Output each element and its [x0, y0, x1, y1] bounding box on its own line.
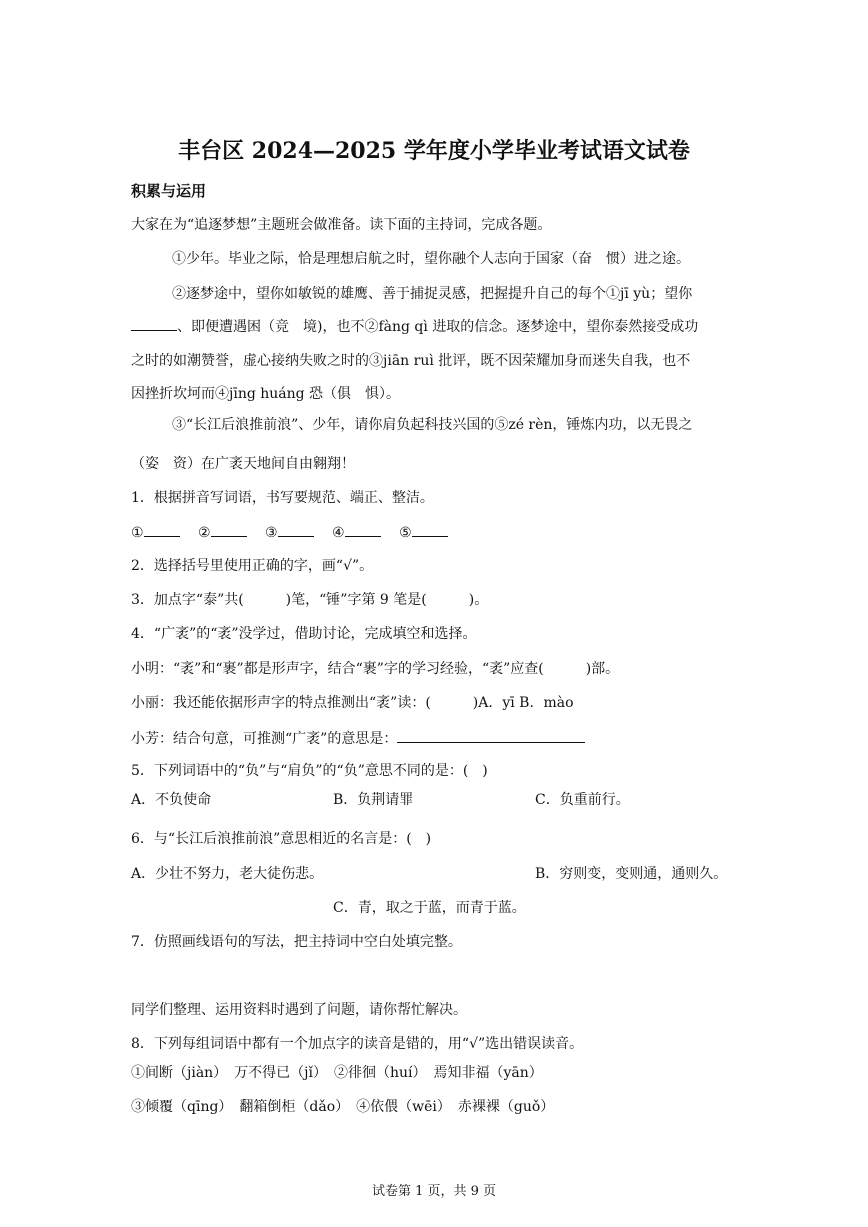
section-heading: 积累与运用: [131, 182, 207, 200]
passage-line-7: （姿 资）在广袤天地间自由翱翔！: [131, 456, 355, 472]
passage-line-4: 之时的如潮赞誉，虚心接纳失败之时的③jiān ruì 批评，既不因荣耀加身而迷失自我，也不: [131, 353, 691, 369]
question-4: 4．“广袤”的“袤”没学过，借助讨论，完成填空和选择。: [131, 626, 477, 642]
passage-line-2: ②逐梦途中，望你如敏锐的雄鹰、善于捕捉灵感，把握提升自己的每个①jī yù；望你: [172, 286, 693, 302]
q6-option-b[interactable]: B．穷则变，变则通，通则久。: [535, 866, 728, 882]
question-6: 6．与“长江后浪推前浪”意思相近的名言是：( ): [131, 831, 432, 847]
q4-answer-line[interactable]: [397, 728, 585, 743]
q5-option-a[interactable]: A．不负使命: [131, 792, 212, 808]
passage-blank[interactable]: [131, 316, 177, 331]
q4-xiaoli: 小丽：我还能依据形声字的特点推测出“袤”读：( )A．yī B．mào: [131, 695, 574, 711]
q1-blank-4[interactable]: [345, 522, 381, 537]
q1-blank-3[interactable]: [278, 522, 314, 537]
page-title: 丰台区 2024—2025 学年度小学毕业考试语文试卷: [178, 138, 690, 164]
question-1: 1．根据拼音写词语，书写要规范、端正、整洁。: [131, 490, 434, 506]
q4-xiaofang: 小芳：结合句意，可推测“广袤”的意思是：: [131, 728, 585, 749]
passage-line-3: 、即便遭遇困（竞 境)，也不②fàng qì 进取的信念。逐梦途中，望你泰然接受成功: [131, 316, 698, 337]
question-5: 5．下列词语中的“负”与“肩负”的“负”意思不同的是：( ): [131, 763, 488, 779]
passage-line-1: ①少年。毕业之际，恰是理想启航之时，望你融个人志向于国家（奋 惯）进之途。: [172, 251, 690, 267]
question-7: 7．仿照画线语句的写法，把主持词中空白处填完整。: [131, 934, 462, 950]
question-3: 3．加点字“泰”共( )笔，“锤”字第 9 笔是( )。: [131, 592, 489, 608]
question-2: 2．选择括号里使用正确的字，画“√”。: [131, 558, 374, 574]
intro-text: 大家在为“追逐梦想”主题班会做准备。读下面的主持词，完成各题。: [131, 217, 552, 233]
q1-blank-2[interactable]: [211, 522, 247, 537]
q1-blank-1[interactable]: [144, 522, 180, 537]
page-footer: 试卷第 1 页，共 9 页: [371, 1184, 497, 1199]
question-8: 8．下列每组词语中都有一个加点字的读音是错的，用“√”选出错误读音。: [131, 1036, 584, 1052]
q1-blanks: ① ② ③ ④ ⑤: [131, 522, 448, 543]
q8-row-2: ③倾覆（qīng） 翻箱倒柜（dǎo） ④依偎（wēi） 赤裸裸（guǒ）: [131, 1099, 555, 1115]
q5-option-b[interactable]: B．负荆请罪: [333, 792, 414, 808]
q8-row-1: ①间断（jiàn） 万不得已（jǐ） ②徘徊（huí） 焉知非福（yān）: [131, 1065, 543, 1081]
q5-option-c[interactable]: C．负重前行。: [535, 792, 630, 808]
passage-line-5: 因挫折坎坷而④jīng huáng 恐（俱 惧）。: [131, 386, 401, 402]
q6-option-c[interactable]: C．青，取之于蓝，而青于蓝。: [333, 900, 526, 916]
q1-blank-5[interactable]: [412, 522, 448, 537]
q4-xiaoming: 小明：“袤”和“裹”都是形声字，结合“裹”字的学习经验，“袤”应查( )部。: [131, 661, 620, 677]
passage-line-6: ③“长江后浪推前浪”、少年，请你肩负起科技兴国的⑤zé rèn，锤炼内功，以无畏之: [172, 417, 693, 433]
q6-option-a[interactable]: A．少壮不努力，老大徒伤悲。: [131, 866, 324, 882]
group-intro: 同学们整理、运用资料时遇到了问题，请你帮忙解决。: [131, 1002, 467, 1018]
